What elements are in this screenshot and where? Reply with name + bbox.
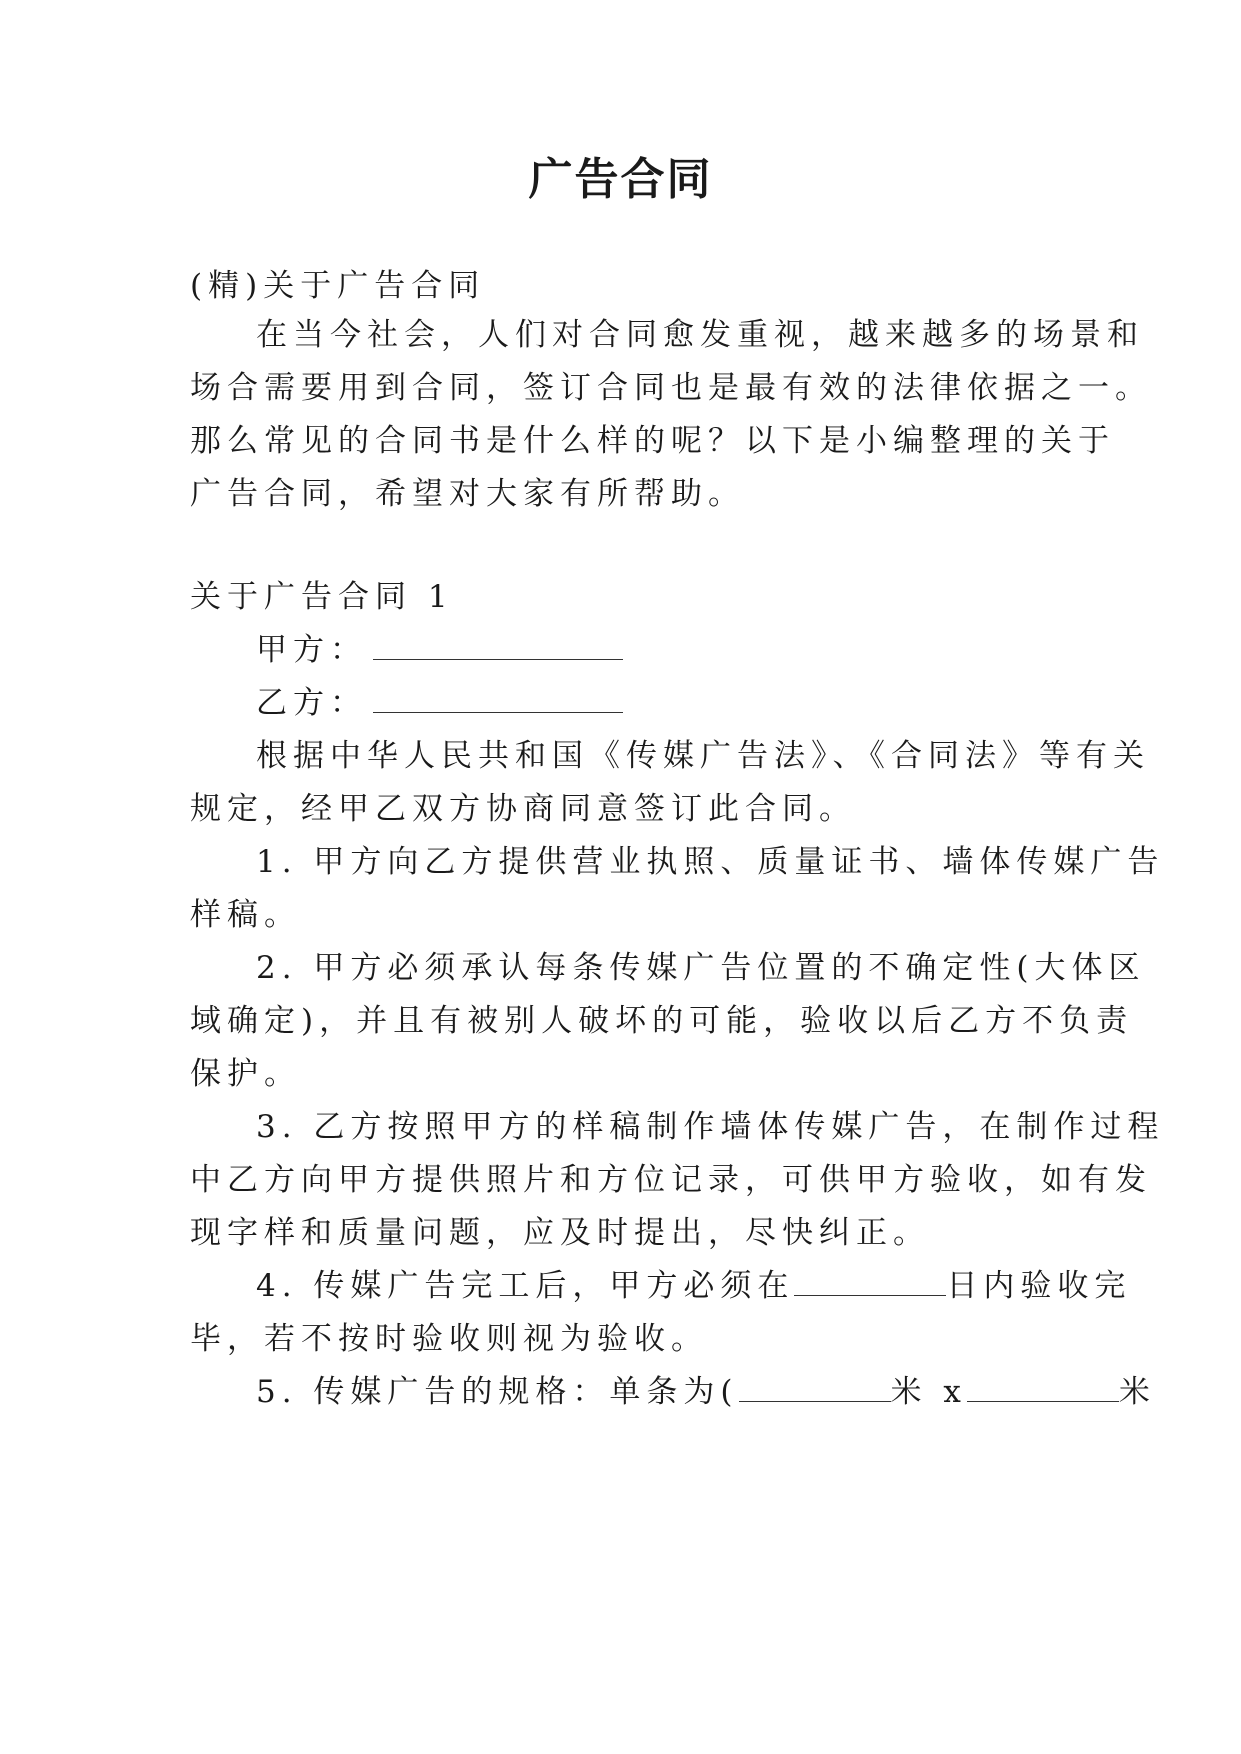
party-b-blank — [373, 686, 623, 713]
clause2-line-1: 2. 甲方必须承认每条传媒广告位置的不确定性(大体区 — [256, 950, 1146, 986]
party-a-blank — [373, 633, 623, 660]
clause4-text-after: 日内验收完 — [946, 1268, 1132, 1304]
clause4-days-blank — [794, 1269, 946, 1296]
intro-line-2: 场合需要用到合同，签订合同也是最有效的法律依据之一。 — [190, 370, 1152, 406]
clause4-line-2: 毕，若不按时验收则视为验收。 — [190, 1321, 708, 1357]
intro-line-1: 在当今社会，人们对合同愈发重视，越来越多的场景和 — [256, 317, 1144, 353]
clause1-line-1: 1. 甲方向乙方提供营业执照、质量证书、墙体传媒广告 — [256, 844, 1165, 880]
clause4-text-before: 4. 传媒广告完工后，甲方必须在 — [256, 1268, 795, 1304]
clause3-line-3: 现字样和质量问题，应及时提出，尽快纠正。 — [190, 1215, 930, 1251]
basis-line-2: 规定，经甲乙双方协商同意签订此合同。 — [190, 791, 856, 827]
party-b-line — [256, 683, 623, 723]
clause5-height-blank — [967, 1375, 1119, 1402]
document-subtitle: (精)关于广告合同 — [190, 268, 486, 304]
basis-line-1: 根据中华人民共和国《传媒广告法》、《合同法》等有关 — [256, 738, 1150, 774]
clause5-line-1 — [256, 1372, 1156, 1412]
clause3-line-2: 中乙方向甲方提供照片和方位记录，可供甲方验收，如有发 — [190, 1162, 1152, 1198]
clause3-line-1: 3. 乙方按照甲方的样稿制作墙体传媒广告，在制作过程 — [256, 1109, 1165, 1145]
clause5-text-before: 5. 传媒广告的规格：单条为( — [256, 1374, 739, 1410]
clause2-line-2: 域确定)，并且有被别人破坏的可能，验收以后乙方不负责 — [190, 1003, 1134, 1039]
section-heading: 关于广告合同 1 — [190, 579, 454, 615]
party-a-label: 甲方： — [256, 632, 367, 668]
intro-line-3: 那么常见的合同书是什么样的呢？以下是小编整理的关于 — [190, 423, 1115, 459]
clause4-line-1 — [256, 1266, 1131, 1306]
document-title: 广告合同 — [528, 154, 713, 205]
clause1-line-2: 样稿。 — [190, 897, 301, 933]
clause5-text-middle: 米 x — [890, 1374, 967, 1410]
clause5-text-after: 米 — [1118, 1374, 1156, 1410]
clause5-width-blank — [739, 1375, 891, 1402]
intro-line-4: 广告合同，希望对大家有所帮助。 — [190, 476, 745, 512]
clause2-line-3: 保护。 — [190, 1056, 301, 1092]
party-b-label: 乙方： — [256, 685, 367, 721]
party-a-line — [256, 630, 623, 670]
